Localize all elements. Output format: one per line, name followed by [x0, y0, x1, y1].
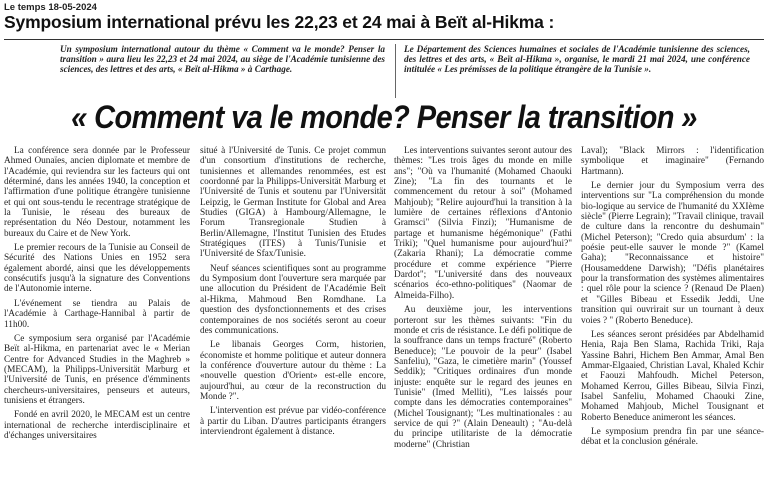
intro-symposium: Un symposium international autour du thème « Comment va le monde? Penser la transition » aura lieu les 22,23 et 24 mai 2024, au siège de l'Académie tunisienne des sciences, des lettres et des arts, « Beït al-Hikma » à Carthage.	[60, 44, 385, 75]
paragraph: L'intervention est prévue par vidéo-conférence à partir du Liban. D'autres participants étrangers interviendront également à distance.	[200, 406, 386, 437]
paragraph: Les interventions suivantes seront autour des thèmes: "Les trois âges du monde en mille ans"; "Où va l'humanité (Mohamed Chaouki Zine); "La fin des tournants et le commencement du retour à soi" (Mohamed Mahjoub); "Relire aujourd'hui la transition à la lumière de certaines réflexions d'Antonio Gramsci" (Silvia Finzi); "Humanisme de partage et humanisme hégémonique" (Fathi Triki); "Quel humanisme pour aujourd'hui?" (Zakaria Rhani); La démocratie comme procédure et comme expérience "Pierre Dardot"; "L'université dans des nouveaux scénarios éco-ethno-politiques" (Naomar de Almeida-Filho).	[394, 146, 572, 301]
intro-divider	[395, 44, 396, 98]
article-column-3	[394, 146, 572, 500]
paragraph: Le symposium prendra fin par une séance-débat et la conclusion générale.	[581, 426, 764, 448]
paragraph: situé à l'Université de Tunis. Ce projet commun d'un consortium d'institutions de recherche, tunisiennes et allemandes renommées, est est coordonné par la Philipps-Universität Marburg et l'Université de Tunis et soutenu par l'Universität Leipzig, le German Institute for Global and Area Studies (GIGA) à Hambourg/Allemagne, le Forum Transregionale Studien à Berlin/Allemagne, l'Institut Tunisien des Etudes Stratégiques (ITES) à Tunis/Tunisie et l'Université de Sfax/Tunisie.	[200, 146, 386, 260]
article-column-1	[4, 146, 190, 500]
paragraph: Le libanais Georges Corm, historien, économiste et homme politique et auteur donnera la conférence d'ouverture autour du thème : La «nouvelle question d'Orient» est-elle encore, aujourd'hui, au cœur de la reconstruction du Monde ?".	[200, 340, 386, 402]
paragraph: Au deuxième jour, les interventions porteront sur les thèmes suivants: "Fin du monde et cris de résistance. Le défi politique de la souffrance dans un temps fracturé" (Roberto Beneduce); "Le pouvoir de la peur" (Isabel Sanfeliu), "Gaza, le cimetière marin" (Youssef Seddik); "Critiques ordinaires d'un monde injuste: enquête sur le regard des jeunes en Tunisie" (Imed Melliti), "Les laissés pour compte dans les démocraties contemporaines" (Michel Tousignant); "Les multinationales : au service de qui ?" (Alain Deneault) ; "Au-delà du principe utilitariste de la démocratie moderne" (Christian	[394, 305, 572, 450]
paragraph: Neuf séances scientifiques sont au programme du Symposium dont l'ouverture sera marquée par une allocution du Président de l'Académie Beït al-Hikma, Mahmoud Ben Romdhane. La question des dysfonctionnements et des crises contemporaines de nos sociétés seront au coeur des communications.	[200, 263, 386, 336]
paragraph: Fondé en avril 2020, le MECAM est un centre international de recherche interdisciplinaire et d'échanges universitaires	[4, 410, 190, 441]
paragraph: L'événement se tiendra au Palais de l'Académie à Carthage-Hannibal à partir de 11h00.	[4, 298, 190, 330]
kicker-headline: Symposium international prévu les 22,23 et 24 mai à Beït al-Hikma :	[4, 12, 555, 32]
article-column-2	[200, 146, 386, 500]
newspaper-dateline: Le temps 18-05-2024	[4, 2, 97, 13]
intro-conference: Le Département des Sciences humaines et sociales de l'Académie tunisienne des sciences, des lettres et des arts, « Beït al-Hikma », organise, le mardi 21 mai 2024, une conférence intitulée « Les prémisses de la politique étrangère de la Tunisie ».	[404, 44, 750, 75]
article-headline: « Comment va le monde? Penser la transition »	[71, 100, 697, 136]
paragraph: Laval); "Black Mirrors : l'identification symbolique et imaginaire" (Fernando Hartmann).	[581, 146, 764, 177]
paragraph: Le dernier jour du Symposium verra des interventions sur "La compréhension du monde bio-logique au service de l'humanité du XXIème siècle" (Pierre Legrain); "Travail clinique, travail de culture dans la rencontre du deshumain" (Michel Peterson); "Credo quia absurdum' : la poésie peut-elle sauver le monde ?" (Kamel Gaha); "Reconnaissance et histoire" (Housameddene Darwish); "Défis planétaires pour la transformation des systèmes alimentaires : quel rôle pour la science ? (Renaud De Plaen) et "Gilles Bibeau et Essedik Jeddi, Une transition qui ouvrirait sur un tournant à deux voies ? " (Roberto Beneduce).	[581, 181, 764, 326]
paragraph: Ce symposium sera organisé par l'Académie Beït al-Hikma, en partenariat avec le « Merian Centre for Advanced Studies in the Maghreb » (MECAM), la Philipps-Universität Marburg et l'Université de Tunis, en présence d'émminents chercheurs-universitaires, penseurs et auteurs, tunisiens et étrangers.	[4, 333, 190, 406]
paragraph: Le premier recours de la Tunisie au Conseil de Sécurité des Nations Unies en 1952 sera également abordé, ainsi que les développements consécutifs jusqu'à la signature des Conventions de l'Autonomie interne.	[4, 243, 190, 295]
article-column-4	[581, 146, 764, 500]
top-divider	[4, 39, 764, 40]
paragraph: La conférence sera donnée par le Professeur Ahmed Ounaïes, ancien diplomate et membre de l'Académie, qui reviendra sur les facteurs qui ont déterminé, dans les années 1940, la conception et l'affirmation d'une politique étrangère tunisienne et qui ont sous-tendu le recentrage stratégique de la Tunisie, le réseau des bureaux de représentation du Néo Destour, notamment les bureaux du Caire et de New York.	[4, 146, 190, 239]
paragraph: Les séances seront présidées par Abdelhamid Henia, Raja Ben Slama, Rachida Triki, Raja Yassine Bahri, Hichem Ben Ammar, Amal Ben Ammar-Elgaaied, Christian Laval, Khaled Kchir et Faouzi Mahfoudh. Michel Peterson, Mohamed Kerrou, Gilles Bibeau, Silvia Finzi, Isabel Sanfeliu, Mohamed Chaouki Zine, Mohamed Mahjoub, Michel Tousignant et Roberto Beneduce animeront les séances.	[581, 329, 764, 423]
